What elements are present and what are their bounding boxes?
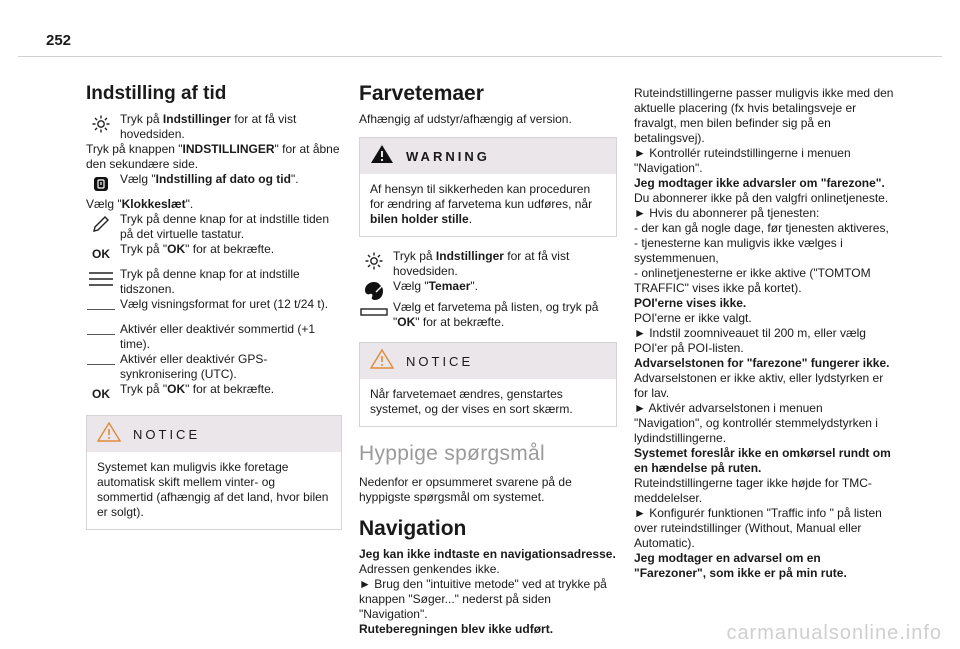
- ok-label: OK: [92, 246, 110, 261]
- step-timezone: Tryk på denne knap for at indstille tidszonen.: [86, 267, 342, 297]
- solution-3-item-3: - onlinetjenesterne er ikke aktive ("TOMTOM TRAFFIC" vises ikke på kortet).: [634, 266, 871, 295]
- step-confirm-ok-2: OK Tryk på "OK" for at bekræfte.: [86, 382, 342, 397]
- warning-icon: [370, 144, 394, 168]
- step-gps-sync: Aktivér eller deaktivér GPS-synkronisering (UTC).: [86, 352, 342, 382]
- watermark: carmanualsonline.info: [726, 622, 942, 644]
- column-time-settings: [86, 82, 342, 540]
- warning-box: [359, 137, 617, 237]
- step-set-time: Tryk på denne knap for at indstille tiden på det virtuelle tastatur.: [86, 212, 342, 242]
- question-6: Systemet foreslår ikke en omkørsel rundt om en hændelse på ruten.: [634, 446, 891, 475]
- solution-3-item-2: - tjenesterne kan muligvis ikke vælges i systemmenuen,: [634, 236, 843, 265]
- answer-6: Ruteindstillingerne tager ikke højde for TMC-meddelelser.: [634, 476, 872, 505]
- question-1: Jeg kan ikke indtaste en navigationsadresse.: [359, 547, 616, 561]
- faq-intro: Nedenfor er opsummeret svarene på de hyppigste spørgsmål om systemet.: [359, 475, 572, 504]
- step-select-clock: Vælg "Klokkeslæt".: [86, 197, 194, 211]
- line-icon: [86, 352, 116, 376]
- answer-2: Ruteindstillingerne passer muligvis ikke med den aktuelle placering (fx hvis betalingsveje er fravalgt, men bilen befinder sig på en betalingsvej).: [634, 86, 894, 145]
- gear-icon: [86, 112, 116, 136]
- notice-text: Når farvetemaet ændres, genstartes systemet, og der vises en sort skærm.: [370, 387, 573, 416]
- solution-3-item-1: - der kan gå nogle dage, før tjenesten aktiveres,: [634, 221, 889, 235]
- question-5: Advarselstonen for "farezone" fungerer ikke.: [634, 356, 890, 370]
- theme-step-choose: Vælg et farvetema på listen, og tryk på "OK" for at bekræfte.: [359, 300, 617, 330]
- clock-settings-icon: [86, 172, 116, 196]
- solution-5: ► Aktivér advarselstonen i menuen "Navigation", og kontrollér stemmelydstyrken i lydindstillingerne.: [634, 401, 878, 445]
- theme-step-open-settings: Tryk på Indstillinger for at få vist hovedsiden.: [359, 249, 617, 279]
- section-title-themes: Farvetemaer: [359, 82, 484, 105]
- notice-text: Systemet kan muligvis ikke foretage automatisk skift mellem vinter- og sommertid (afhængig af det land, hvor bilen er solgt).: [97, 460, 329, 519]
- solution-1: ► Brug den "intuitive metode" ved at trykke på knappen "Søger..." nederst på siden "Navigation".: [359, 577, 607, 621]
- notice-title: NOTICE: [133, 426, 201, 442]
- solution-3: ► Hvis du abonnerer på tjenesten:: [634, 206, 820, 220]
- step-date-time: Vælg "Indstilling af dato og tid".: [86, 172, 342, 187]
- notice-icon: [97, 422, 121, 446]
- theme-step-select: Vælg "Temaer".: [359, 279, 617, 294]
- notice-title: NOTICE: [406, 353, 474, 369]
- step-clock-format: Vælg visningsformat for uret (12 t/24 t).: [86, 297, 342, 312]
- ok-label: OK: [92, 386, 110, 401]
- solution-6: ► Konfigurér funktionen "Traffic info " på listen over ruteindstillinger (Without, Manual eller Automatic).: [634, 506, 882, 550]
- pencil-icon: [86, 212, 116, 236]
- menu-lines-icon: [86, 267, 116, 291]
- notice-icon: [370, 349, 394, 373]
- answer-3: Du abonnerer ikke på den valgfri onlinetjeneste.: [634, 191, 889, 205]
- question-2: Ruteberegningen blev ikke udført.: [359, 622, 554, 636]
- question-7: Jeg modtager en advarsel om en "Farezoner", som ikke er på min rute.: [634, 551, 847, 580]
- answer-1: Adressen genkendes ikke.: [359, 562, 500, 576]
- column-faq-continued: [634, 86, 894, 581]
- answer-4: POI'erne er ikke valgt.: [634, 311, 752, 325]
- step-summer-time: Aktivér eller deaktivér sommertid (+1 time).: [86, 322, 342, 352]
- warning-title: WARNING: [406, 148, 490, 164]
- section-title-time: Indstilling af tid: [86, 83, 227, 104]
- step-open-settings: Tryk på Indstillinger for at få vist hovedsiden.: [86, 112, 342, 142]
- solution-2: ► Kontrollér ruteindstillingerne i menuen "Navigation".: [634, 146, 851, 175]
- themes-subtitle: Afhængig af udstyr/afhængig af version.: [359, 112, 572, 126]
- step-settings-button: Tryk på knappen "INDSTILLINGER" for at åbne den sekundære side.: [86, 142, 340, 171]
- header-rule: [18, 56, 942, 57]
- page-number: 252: [46, 32, 72, 49]
- question-3: Jeg modtager ikke advarsler om "farezone".: [634, 176, 885, 190]
- notice-box: [86, 415, 342, 530]
- step-confirm-ok: OK Tryk på "OK" for at bekræfte.: [86, 242, 342, 257]
- line-icon: [86, 322, 116, 346]
- list-bar-icon: [359, 300, 389, 324]
- section-title-faq: Hyppige spørgsmål: [359, 442, 545, 465]
- column-color-themes: [359, 82, 617, 637]
- notice-box-2: [359, 342, 617, 427]
- line-icon: [86, 297, 116, 321]
- question-4: POI'erne vises ikke.: [634, 296, 747, 310]
- solution-4: ► Indstil zoomniveauet til 200 m, eller vælg POI'er på POI-listen.: [634, 326, 866, 355]
- answer-5: Advarselstonen er ikke aktiv, eller lydstyrken er for lav.: [634, 371, 884, 400]
- warning-text: Af hensyn til sikkerheden kan proceduren for ændring af farvetema kun udføres, når bilen holder stille.: [370, 182, 593, 226]
- gear-icon: [359, 249, 389, 273]
- section-title-navigation: Navigation: [359, 517, 467, 540]
